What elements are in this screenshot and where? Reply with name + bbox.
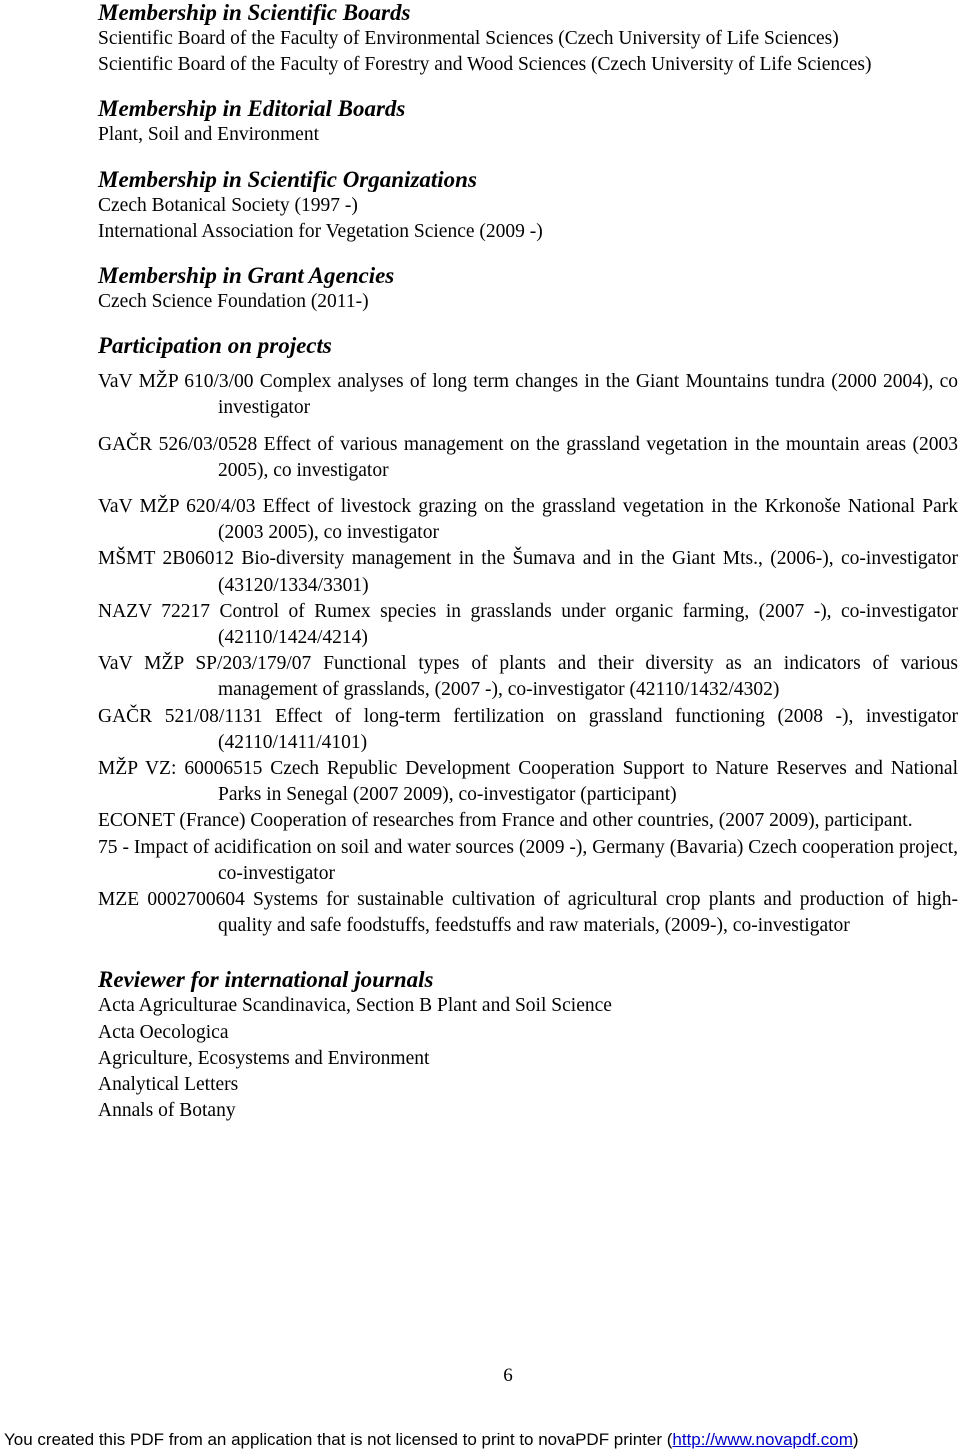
- project-item: MŠMT 2B06012 Bio-diversity management in the Šumava and in the Giant Mts., (2006-), co-investigator (43120/1334/3301): [98, 548, 958, 596]
- list-item: Czech Botanical Society (1997 -): [98, 194, 358, 216]
- list-item: International Association for Vegetation Science (2009 -): [98, 220, 543, 242]
- novapdf-link[interactable]: http://www.novapdf.com: [672, 1430, 853, 1449]
- list-item: Plant, Soil and Environment: [98, 124, 319, 146]
- project-item: VaV MŽP 620/4/03 Effect of livestock grazing on the grassland vegetation in the Krkonoše National Park (2003 2005), co investigator: [98, 496, 958, 544]
- list-item: Acta Agriculturae Scandinavica, Section B Plant and Soil Science: [98, 995, 612, 1017]
- project-item: GAČR 521/08/1131 Effect of long-term fertilization on grassland functioning (2008 -), investigator (42110/1411/4101): [98, 705, 958, 753]
- project-item: VaV MŽP SP/203/179/07 Functional types of plants and their diversity as an indicators of various management of grasslands, (2007 -), co-investigator (42110/1432/4302): [98, 653, 958, 701]
- section-title: Membership in Scientific Boards: [98, 0, 411, 25]
- document-page: [98, 0, 958, 1143]
- section-title: Membership in Editorial Boards: [98, 96, 406, 122]
- list-item: Agriculture, Ecosystems and Environment: [98, 1047, 430, 1069]
- section-grant-agencies: [98, 263, 958, 315]
- project-item: GAČR 526/03/0528 Effect of various management on the grassland vegetation in the mountain areas (2003 2005), co investigator: [98, 433, 958, 481]
- list-item: Acta Oecologica: [98, 1021, 229, 1043]
- section-title: Reviewer for international journals: [98, 967, 434, 993]
- page-number: 6: [503, 1365, 513, 1386]
- section-title: Membership in Scientific Organizations: [98, 166, 477, 192]
- project-item: MŽP VZ: 60006515 Czech Republic Development Cooperation Support to Nature Reserves and National Parks in Senegal (2007 2009), co-investigator (participant): [98, 758, 958, 806]
- section-scientific-organizations: [98, 167, 958, 245]
- novapdf-banner: [0, 1430, 960, 1450]
- section-scientific-boards: [98, 0, 958, 78]
- project-item: 75 - Impact of acidification on soil and water sources (2009 -), Germany (Bavaria) Czech cooperation project, co-investigator: [98, 836, 958, 884]
- list-item: Scientific Board of the Faculty of Environmental Sciences (Czech University of Life Sciences): [98, 28, 839, 49]
- list-item: Scientific Board of the Faculty of Forestry and Wood Sciences (Czech University of Life Sciences): [98, 54, 872, 76]
- section-projects: [98, 333, 958, 939]
- list-item: Analytical Letters: [98, 1074, 239, 1096]
- project-item: ECONET (France) Cooperation of researches from France and other countries, (2007 2009), participant.: [98, 810, 913, 832]
- banner-text: You created this PDF from an application that is not licensed to print to novaPDF printer (: [4, 1430, 673, 1449]
- section-reviewer: [98, 967, 958, 1124]
- list-item: Czech Science Foundation (2011-): [98, 291, 369, 313]
- list-item: Annals of Botany: [98, 1100, 236, 1122]
- project-item: NAZV 72217 Control of Rumex species in grasslands under organic farming, (2007 -), co-investigator (42110/1424/4214): [98, 600, 958, 649]
- project-item: VaV MŽP 610/3/00 Complex analyses of long term changes in the Giant Mountains tundra (2000 2004), co investigator: [98, 371, 958, 419]
- project-item: MZE 0002700604 Systems for sustainable cultivation of agricultural crop plants and production of high-quality and safe foodstuffs, feedstuffs and raw materials, (2009-), co-investigator: [98, 889, 958, 937]
- banner-close: ): [852, 1430, 859, 1449]
- section-editorial-boards: [98, 96, 958, 148]
- section-title: Participation on projects: [98, 333, 332, 359]
- section-title: Membership in Grant Agencies: [98, 263, 395, 289]
